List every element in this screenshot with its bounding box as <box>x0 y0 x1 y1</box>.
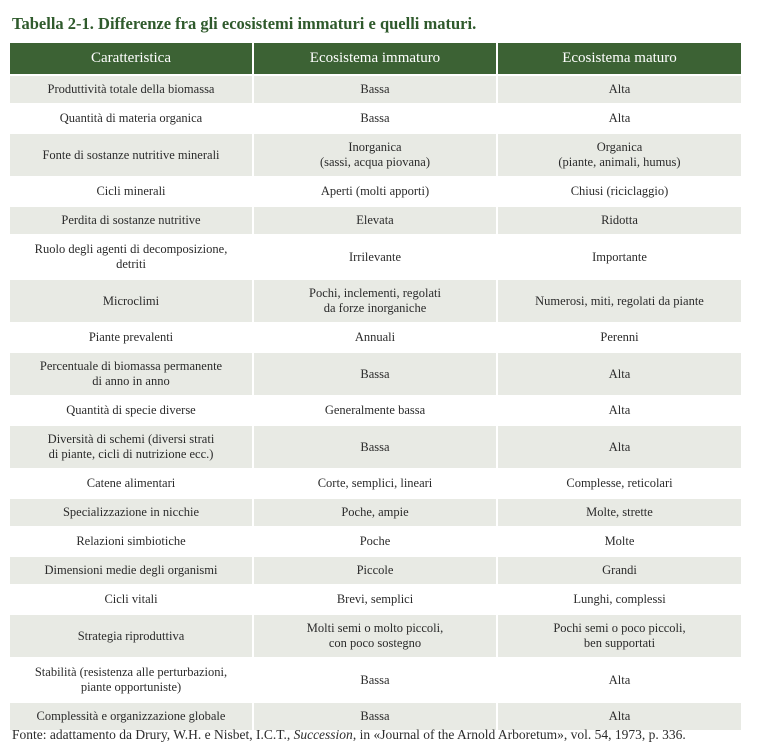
table-cell <box>497 527 741 556</box>
table-cell <box>253 323 497 352</box>
cell-text: Numerosi, miti, regolati da piante <box>535 293 704 308</box>
cell-text: Grandi <box>602 563 637 577</box>
cell-text: Generalmente bassa <box>324 403 426 417</box>
source-footnote <box>12 727 686 743</box>
table-cell <box>497 352 741 396</box>
table-row <box>10 352 741 396</box>
table-row <box>10 658 741 702</box>
cell-text: di piante, cicli di nutrizione ecc.) <box>48 447 214 461</box>
cell-text: Brevi, semplici <box>336 592 414 606</box>
table-row <box>10 177 741 206</box>
table-cell <box>10 206 253 235</box>
header-ecosistema-immaturo: Ecosistema immaturo <box>253 43 497 75</box>
cell-text: Bassa <box>360 111 390 125</box>
cell-text: Piante prevalenti <box>88 330 174 344</box>
cell-text: Molte, strette <box>586 505 653 519</box>
cell-text: Alta <box>608 403 631 417</box>
table-cell <box>10 585 253 614</box>
cell-text: Ridotta <box>601 213 638 227</box>
table-cell <box>253 235 497 279</box>
cell-text: Alta <box>608 82 631 96</box>
table-cell <box>253 702 497 730</box>
table-cell <box>497 75 741 104</box>
table-cell <box>253 206 497 235</box>
table-cell <box>10 425 253 469</box>
cell-text: Bassa <box>360 672 390 687</box>
cell-text: Annuali <box>354 330 396 344</box>
cell-text: (sassi, acqua piovana) <box>319 155 431 169</box>
table-row <box>10 556 741 585</box>
cell-text: Pochi, inclementi, regolati <box>309 286 441 300</box>
table-cell <box>253 469 497 498</box>
table-cell <box>10 104 253 133</box>
table-cell <box>253 614 497 658</box>
table-cell <box>497 235 741 279</box>
header-row <box>10 43 741 75</box>
cell-text: Perenni <box>600 330 639 344</box>
cell-text: Bassa <box>360 439 390 454</box>
table-cell <box>10 323 253 352</box>
cell-text: Percentuale di biomassa permanente <box>39 359 223 373</box>
table-cell <box>253 556 497 585</box>
cell-text: Diversità di schemi (diversi strati <box>47 432 215 446</box>
table-cell <box>253 425 497 469</box>
cell-text: ben supportati <box>583 636 656 650</box>
table-cell <box>10 614 253 658</box>
cell-text: Aperti (molti apporti) <box>320 184 430 198</box>
cell-text: Bassa <box>360 366 390 381</box>
table-cell <box>10 702 253 730</box>
table-row <box>10 75 741 104</box>
header-ecosistema-maturo: Ecosistema maturo <box>497 43 741 75</box>
table-cell <box>497 279 741 323</box>
cell-text: Alta <box>608 366 631 381</box>
table-row <box>10 614 741 658</box>
table-row <box>10 396 741 425</box>
cell-text: Alta <box>608 672 631 687</box>
table-row <box>10 235 741 279</box>
cell-text: con poco sostegno <box>328 636 422 650</box>
table-row <box>10 133 741 177</box>
table-cell <box>497 498 741 527</box>
cell-text: Lunghi, complessi <box>573 592 666 606</box>
table-row <box>10 498 741 527</box>
footnote-suffix: , in «Journal of the Arnold Arboretum», vol. 54, 1973, p. 336. <box>352 727 686 742</box>
table-cell <box>253 352 497 396</box>
cell-text: Quantità di materia organica <box>59 111 203 125</box>
table-cell <box>497 614 741 658</box>
cell-text: Complessità e organizzazione globale <box>36 709 226 723</box>
table-cell <box>10 469 253 498</box>
cell-text: Piccole <box>356 563 394 577</box>
table-cell <box>497 104 741 133</box>
cell-text: Alta <box>608 439 631 454</box>
cell-text: Molti semi o molto piccoli, <box>306 621 444 635</box>
table-row <box>10 323 741 352</box>
cell-text: Specializzazione in nicchie <box>62 505 200 519</box>
table-cell <box>10 556 253 585</box>
table-cell <box>253 75 497 104</box>
table-body <box>10 75 741 730</box>
cell-text: Pochi semi o poco piccoli, <box>553 621 686 635</box>
cell-text: Relazioni simbiotiche <box>76 534 186 548</box>
footnote-italic: Succession <box>293 727 353 742</box>
cell-text: detriti <box>116 257 146 271</box>
ecosystem-comparison-table <box>10 43 741 730</box>
cell-text: Organica <box>596 140 643 154</box>
table-title: Tabella 2-1. Differenze fra gli ecosistemi immaturi e quelli maturi. <box>12 14 477 33</box>
table-cell <box>253 279 497 323</box>
table-cell <box>497 425 741 469</box>
table-cell <box>497 556 741 585</box>
table-cell <box>10 352 253 396</box>
table-cell <box>10 527 253 556</box>
table-cell <box>10 658 253 702</box>
cell-text: (piante, animali, humus) <box>558 155 681 169</box>
table-cell <box>253 396 497 425</box>
table-cell <box>497 469 741 498</box>
table-cell <box>10 235 253 279</box>
table-cell <box>497 396 741 425</box>
cell-text: Produttività totale della biomassa <box>47 82 215 96</box>
cell-text: Ruolo degli agenti di decomposizione, <box>34 242 228 256</box>
cell-text: Irrilevante <box>348 249 402 264</box>
table-cell <box>497 585 741 614</box>
footnote-prefix: Fonte: adattamento da Drury, W.H. e Nisbet, I.C.T., <box>12 727 294 742</box>
table-row <box>10 425 741 469</box>
table-cell <box>497 323 741 352</box>
cell-text: Stabilità (resistenza alle perturbazioni, <box>34 665 228 679</box>
table-cell <box>253 527 497 556</box>
table-row <box>10 279 741 323</box>
table-cell <box>10 177 253 206</box>
cell-text: Microclimi <box>102 293 160 308</box>
cell-text: Strategia riproduttiva <box>77 628 185 643</box>
cell-text: Fonte di sostanze nutritive minerali <box>42 147 220 162</box>
table-cell <box>497 177 741 206</box>
table-cell <box>253 498 497 527</box>
cell-text: da forze inorganiche <box>323 301 427 315</box>
cell-text: Complesse, reticolari <box>566 476 673 490</box>
table-cell <box>253 177 497 206</box>
table-row <box>10 469 741 498</box>
table-cell <box>10 75 253 104</box>
cell-text: Elevata <box>356 213 394 227</box>
table-cell <box>253 585 497 614</box>
table-cell <box>497 206 741 235</box>
table-cell <box>497 702 741 730</box>
cell-text: Cicli minerali <box>96 184 166 198</box>
cell-text: Poche, ampie <box>341 505 409 519</box>
cell-text: piante opportuniste) <box>80 680 182 694</box>
table-cell <box>497 133 741 177</box>
table-cell <box>253 104 497 133</box>
table-cell <box>10 498 253 527</box>
table-cell <box>10 133 253 177</box>
table-row <box>10 585 741 614</box>
table-cell <box>10 279 253 323</box>
cell-text: Perdita di sostanze nutritive <box>61 213 201 227</box>
cell-text: Alta <box>608 111 631 125</box>
cell-text: Quantità di specie diverse <box>66 403 196 417</box>
table-cell <box>10 396 253 425</box>
cell-text: Dimensioni medie degli organismi <box>44 563 218 577</box>
cell-text: di anno in anno <box>92 374 170 388</box>
header-caratteristica: Caratteristica <box>10 43 253 75</box>
cell-text: Catene alimentari <box>86 476 176 490</box>
table-row <box>10 527 741 556</box>
cell-text: Alta <box>608 709 631 723</box>
cell-text: Poche <box>359 534 391 548</box>
cell-text: Bassa <box>360 709 390 723</box>
table-cell <box>497 658 741 702</box>
cell-text: Corte, semplici, lineari <box>317 476 433 490</box>
cell-text: Chiusi (riciclaggio) <box>570 184 669 198</box>
cell-text: Molte <box>604 534 635 548</box>
table-row <box>10 104 741 133</box>
cell-text: Bassa <box>360 82 390 96</box>
table-row <box>10 702 741 730</box>
cell-text: Inorganica <box>348 140 402 154</box>
cell-text: Cicli vitali <box>104 592 158 606</box>
cell-text: Importante <box>592 249 647 264</box>
table-cell <box>253 133 497 177</box>
table-row <box>10 206 741 235</box>
table-cell <box>253 658 497 702</box>
